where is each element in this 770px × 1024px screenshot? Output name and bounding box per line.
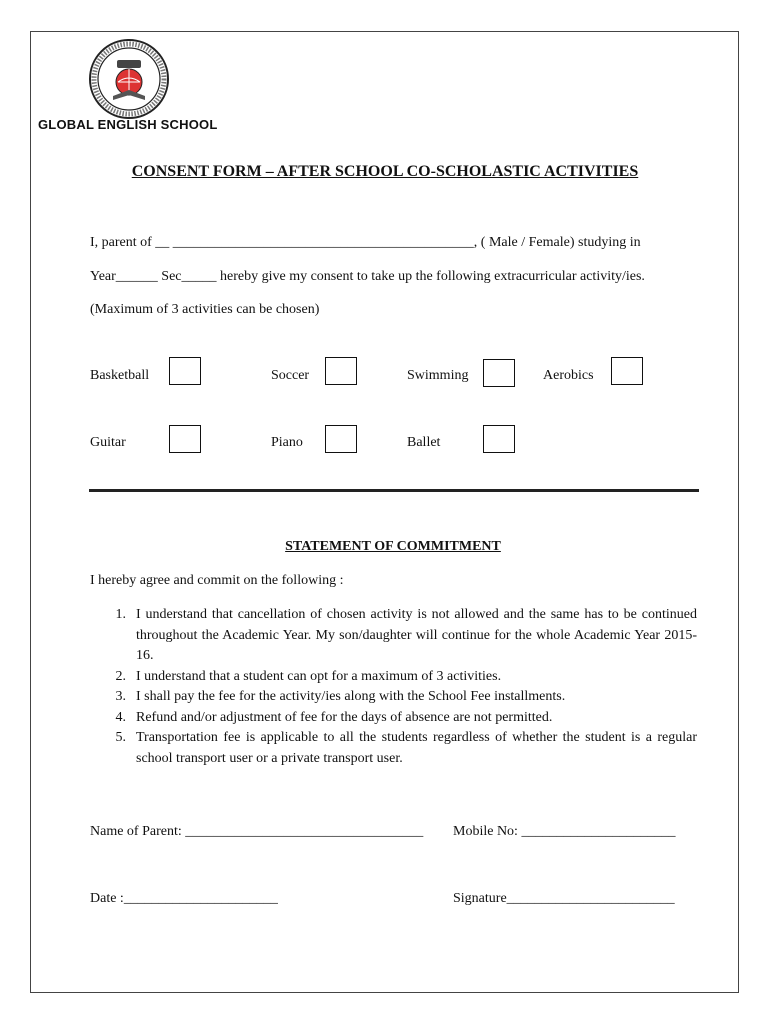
list-item: 2. I understand that a student can opt for a maximum of 3 activities.	[115, 668, 502, 684]
basketball-checkbox[interactable]	[169, 357, 201, 385]
commitment-list	[90, 605, 697, 769]
commitment-intro: I hereby agree and commit on the following :	[90, 573, 344, 588]
parent-line: I, parent of __ ___________________________________________, ( Male / Female) studying in	[90, 235, 641, 250]
list-item: 5. Transportation fee is applicable to all the students regardless of whether the student is a regular school transport user or a private transport user.	[115, 730, 697, 766]
parent-name-field[interactable]: Name of Parent: __________________________________	[90, 824, 424, 839]
list-item: 1. I understand that cancellation of chosen activity is not allowed and the same has to be continued throughout the Academic Year. My son/daughter will continue for the whole Academic Year 2015-16.	[115, 607, 697, 663]
activity-label-swimming: Swimming	[407, 368, 469, 383]
activity-label-aerobics: Aerobics	[543, 368, 594, 383]
aerobics-checkbox[interactable]	[611, 357, 643, 385]
activity-label-ballet: Ballet	[407, 435, 441, 450]
max-note: (Maximum of 3 activities can be chosen)	[90, 302, 320, 317]
year-line: Year______ Sec_____ hereby give my consent to take up the following extracurricular activity/ies.	[90, 269, 645, 284]
activity-label-piano: Piano	[271, 435, 303, 450]
commitment-title: STATEMENT OF COMMITMENT	[285, 539, 501, 554]
guitar-checkbox[interactable]	[169, 425, 201, 453]
signature-field[interactable]: Signature________________________	[453, 891, 675, 906]
section-divider	[89, 489, 699, 492]
mobile-field[interactable]: Mobile No: ______________________	[453, 824, 676, 839]
school-name: GLOBAL ENGLISH SCHOOL	[38, 117, 218, 132]
activity-label-guitar: Guitar	[90, 435, 126, 450]
activity-label-soccer: Soccer	[271, 368, 310, 383]
piano-checkbox[interactable]	[325, 425, 357, 453]
date-field[interactable]: Date :______________________	[90, 891, 278, 906]
soccer-checkbox[interactable]	[325, 357, 357, 385]
school-logo	[88, 38, 170, 120]
form-title: CONSENT FORM – AFTER SCHOOL CO-SCHOLASTIC ACTIVITIES	[131, 163, 639, 180]
activity-label-basketball: Basketball	[90, 368, 150, 383]
ballet-checkbox[interactable]	[483, 425, 515, 453]
list-item: 4. Refund and/or adjustment of fee for the days of absence are not permitted.	[115, 709, 553, 725]
swimming-checkbox[interactable]	[483, 359, 515, 387]
list-item: 3. I shall pay the fee for the activity/ies along with the School Fee installments.	[115, 689, 566, 704]
